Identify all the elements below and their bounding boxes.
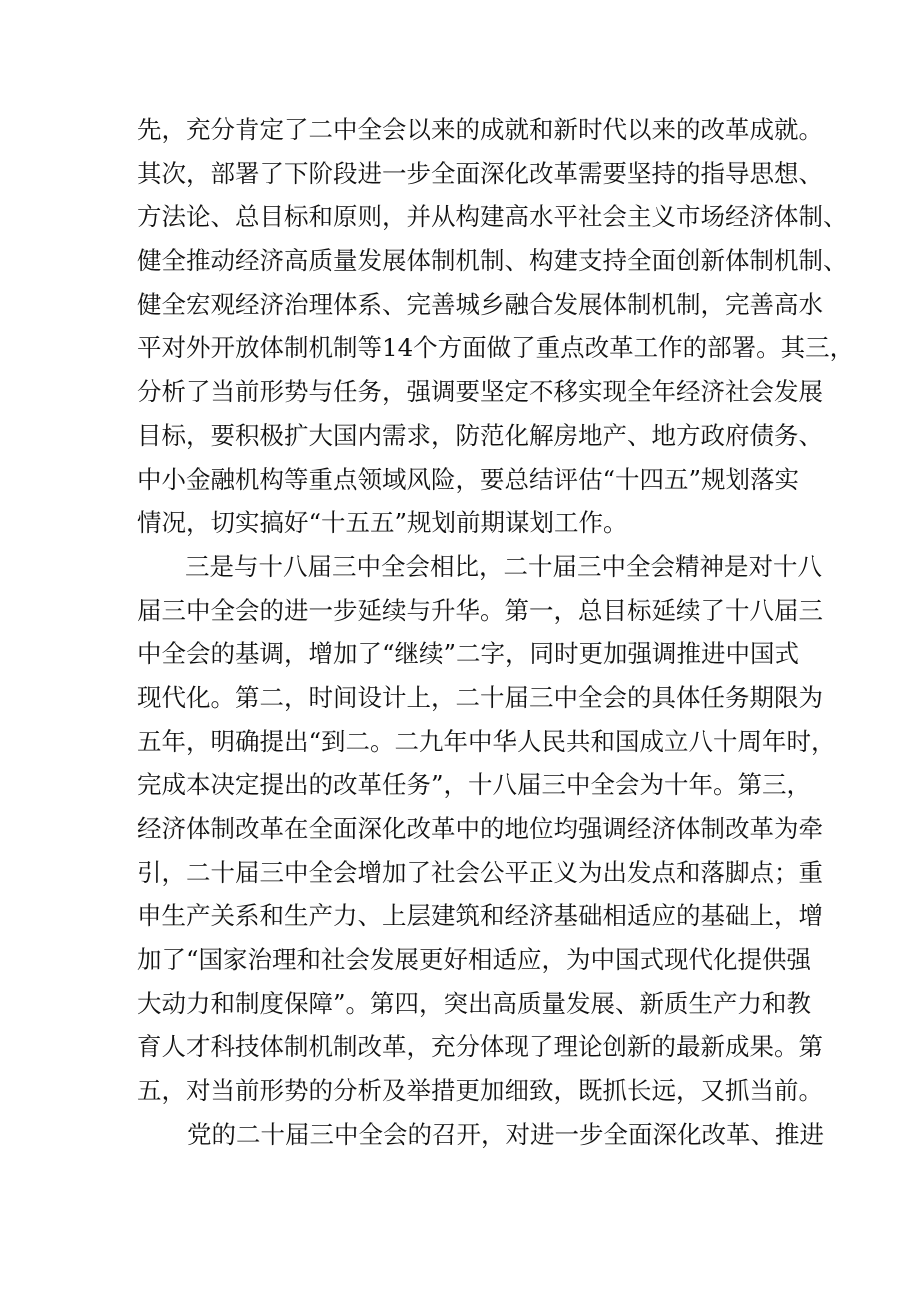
text-line: 申生产关系和生产力、上层建筑和经济基础相适应的基础上，增 [137, 901, 823, 931]
text-line: 党的二十届三中全会的召开，对进一步全面深化改革、推进 [187, 1119, 824, 1149]
text-line: 五年，明确提出“到二。二九年中华人民共和国成立八十周年时， [137, 726, 836, 756]
text-line: 其次，部署了下阶段进一步全面深化改革需要坚持的指导思想、 [137, 158, 823, 188]
text-line: 加了“国家治理和社会发展更好相适应，为中国式现代化提供强 [137, 945, 812, 975]
text-line: 中小金融机构等重点领域风险，要总结评估“十四五”规划落实 [137, 464, 800, 494]
text-line: 先，充分肯定了二中全会以来的成就和新时代以来的改革成就。 [137, 115, 823, 144]
text-line: 三是与十八届三中全会相比，二十届三中全会精神是对十八 [185, 551, 822, 581]
text-line: 届三中全会的进一步延续与升华。第一，总目标延续了十八届三 [137, 595, 823, 625]
text-line: 经济体制改革在全面深化改革中的地位均强调经济体制改革为牵 [137, 814, 823, 843]
text-line: 平对外开放体制机制等14个方面做了重点改革工作的部署。其三， [137, 333, 855, 363]
paragraph-2 [137, 545, 836, 1113]
text-line: 育人才科技体制机制改革，充分体现了理论创新的最新成果。第 [137, 1032, 823, 1062]
paragraph-3 [137, 1113, 824, 1157]
text-line: 健全宏观经济治理体系、完善城乡融合发展体制机制，完善高水 [137, 289, 823, 319]
text-line: 目标，要积极扩大国内需求，防范化解房地产、地方政府债务、 [137, 420, 823, 450]
paragraph-1 [137, 108, 855, 545]
text-line: 中全会的基调，增加了“继续”二字，同时更加强调推进中国式 [137, 639, 800, 669]
text-line: 大动力和制度保障”。第四，突出高质量发展、新质生产力和教 [137, 988, 812, 1018]
text-line: 五，对当前形势的分析及举措更加细致，既抓长远，又抓当前。 [137, 1076, 823, 1106]
document-body [137, 108, 855, 1157]
text-line: 完成本决定提出的改革任务”，十八届三中全会为十年。第三， [137, 770, 812, 800]
text-line: 方法论、总目标和原则，并从构建高水平社会主义市场经济体制、 [137, 202, 848, 232]
text-line: 现代化。第二，时间设计上，二十届三中全会的具体任务期限为 [137, 682, 823, 712]
text-line: 引，二十届三中全会增加了社会公平正义为出发点和落脚点；重 [137, 857, 823, 887]
text-line: 情况，切实搞好“十五五”规划前期谋划工作。 [137, 508, 628, 538]
text-line: 分析了当前形势与任务，强调要坚定不移实现全年经济社会发展 [137, 377, 823, 407]
text-line: 健全推动经济高质量发展体制机制、构建支持全面创新体制机制、 [137, 246, 848, 276]
